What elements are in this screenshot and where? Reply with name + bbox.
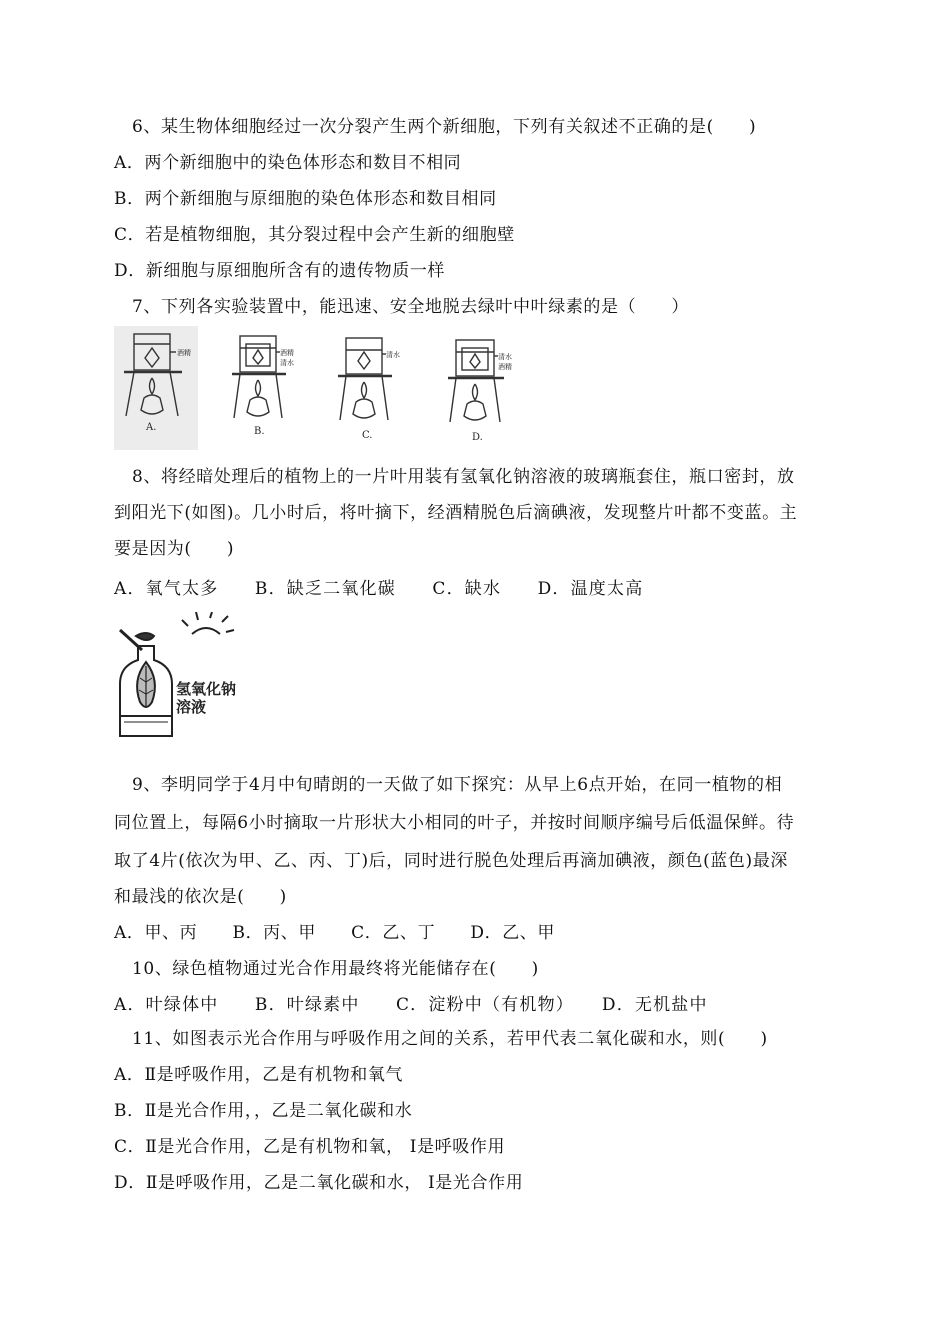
apparatus-a (114, 326, 198, 450)
q8-options: A．氧气太多 B．缺乏二氧化碳 C．缺水 D．温度太高 (114, 579, 644, 599)
q11-option-a: A．Ⅱ是呼吸作用，乙是有机物和氧气 (114, 1065, 404, 1085)
apparatus-b (232, 336, 294, 437)
q9-stem-line-3: 取了4片(依次为甲、乙、丙、丁)后，同时进行脱色处理后再滴加碘液，颜色(蓝色)最深 (114, 851, 788, 871)
q11-option-c: C．Ⅱ是光合作用，乙是有机物和氧， Ⅰ是呼吸作用 (114, 1137, 506, 1157)
q6-option-c: C．若是植物细胞，其分裂过程中会产生新的细胞壁 (114, 225, 515, 245)
q11-option-d: D．Ⅱ是呼吸作用，乙是二氧化碳和水， Ⅰ是光合作用 (114, 1173, 524, 1193)
q6-stem: 6、某生物体细胞经过一次分裂产生两个新细胞，下列有关叙述不正确的是( ) (132, 117, 757, 137)
q7-stem: 7、下列各实验装置中，能迅速、安全地脱去绿叶中叶绿素的是（ ） (132, 297, 690, 317)
label-alcohol-a: 酒精 (177, 349, 191, 357)
label-water-d: 清水 (498, 353, 512, 361)
q10-options: A．叶绿体中 B．叶绿素中 C．淀粉中（有机物） D．无机盐中 (114, 995, 708, 1015)
q9-stem-line-2: 同位置上，每隔6小时摘取一片形状大小相同的叶子，并按时间顺序编号后低温保鲜。待 (114, 813, 795, 833)
label-alcohol-d: 酒精 (498, 363, 512, 371)
label-naoh-2: 溶液 (176, 698, 207, 716)
q11-stem: 11、如图表示光合作用与呼吸作用之间的关系，若甲代表二氧化碳和水，则( ) (132, 1029, 768, 1049)
q8-bottle-figure (114, 612, 264, 742)
q9-stem-line-1: 9、李明同学于4月中旬晴朗的一天做了如下探究：从早上6点开始，在同一植物的相 (132, 775, 783, 795)
q10-stem: 10、绿色植物通过光合作用最终将光能储存在( ) (132, 959, 539, 979)
label-c: C. (362, 430, 373, 441)
q9-options: A．甲、丙 B．丙、甲 C．乙、丁 D．乙、甲 (114, 923, 556, 943)
apparatus-d (448, 340, 512, 443)
q8-stem-line-3: 要是因为( ) (114, 539, 235, 559)
label-water-c: 清水 (386, 351, 400, 359)
label-naoh-1: 氢氧化钠 (176, 680, 237, 698)
label-alcohol-b: 酒精 (280, 349, 294, 357)
q6-option-b: B．两个新细胞与原细胞的染色体形态和数目相同 (114, 189, 497, 209)
q7-apparatus-figure (114, 326, 514, 450)
apparatus-c (338, 338, 400, 441)
q11-option-b: B．Ⅱ是光合作用，，乙是二氧化碳和水 (114, 1101, 413, 1121)
label-water-b: 清水 (280, 359, 294, 367)
q6-option-d: D．新细胞与原细胞所含有的遗传物质一样 (114, 261, 446, 281)
q6-option-a: A．两个新细胞中的染色体形态和数目不相同 (114, 153, 462, 173)
q8-stem-line-2: 到阳光下(如图)。几小时后，将叶摘下，经酒精脱色后滴碘液，发现整片叶都不变蓝。主 (114, 503, 798, 523)
q8-stem-line-1: 8、将经暗处理后的植物上的一片叶用装有氢氧化钠溶液的玻璃瓶套住，瓶口密封，放 (132, 467, 795, 487)
label-d: D. (472, 432, 483, 443)
q9-stem-line-4: 和最浅的依次是( ) (114, 887, 287, 907)
label-a: A. (146, 422, 157, 433)
bottle (120, 646, 172, 736)
label-b: B. (254, 426, 265, 437)
sun-icon (182, 612, 234, 634)
